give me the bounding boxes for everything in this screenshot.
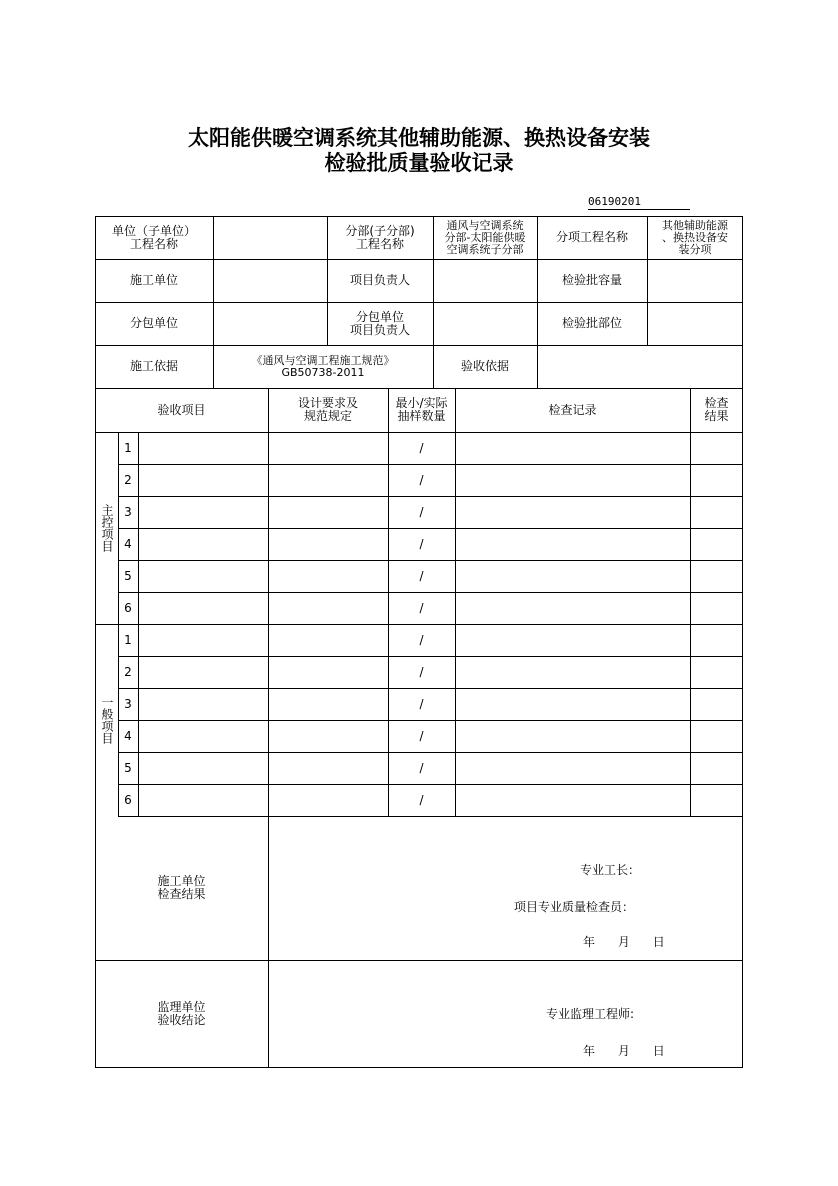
grid-line: [433, 345, 434, 389]
subdivision-name-label: 分部(子分部) 工程名称: [345, 223, 415, 251]
item-description-cell[interactable]: [138, 688, 268, 720]
sub-item-name-label: 分项工程名称: [555, 230, 628, 244]
grid-line: [95, 624, 743, 625]
item-description-cell[interactable]: [138, 784, 268, 816]
inspection-result-cell[interactable]: [690, 624, 743, 656]
grid-line: [118, 432, 119, 817]
col-design-requirement: 设计要求及 规范规定: [297, 396, 358, 423]
grid-line: [95, 388, 743, 389]
sample-quantity-cell: /: [419, 536, 424, 551]
form-title-line1: 太阳能供暖空调系统其他辅助能源、换热设备安装: [188, 126, 650, 150]
subcontractor-label: 分包单位: [129, 316, 178, 330]
sample-quantity-cell: /: [419, 600, 424, 615]
inspection-result-cell[interactable]: [690, 496, 743, 528]
contractor-value[interactable]: [213, 259, 327, 302]
grid-line: [95, 302, 743, 303]
row-number: 3: [124, 696, 132, 711]
grid-line: [118, 784, 743, 785]
design-requirement-cell[interactable]: [268, 528, 388, 560]
inspection-result-cell[interactable]: [690, 688, 743, 720]
general-items-label: 一般项目: [100, 696, 114, 744]
design-requirement-cell[interactable]: [268, 656, 388, 688]
item-description-cell[interactable]: [138, 592, 268, 624]
grid-line: [213, 216, 214, 346]
foreman-signature-label: 专业工长：: [580, 863, 641, 877]
sub-project-manager-value[interactable]: [433, 302, 537, 345]
batch-capacity-value[interactable]: [647, 259, 743, 302]
grid-line: [118, 688, 743, 689]
subdivision-name-value: 通风与空调系统 分部-太阳能供暖 空调系统子分部: [444, 218, 526, 256]
inspection-result-cell[interactable]: [690, 720, 743, 752]
batch-location-label: 检验批部位: [561, 316, 622, 330]
supervising-engineer-signature-label: 专业监理工程师:: [546, 1007, 635, 1021]
row-number: 6: [124, 600, 132, 615]
item-description-cell[interactable]: [138, 752, 268, 784]
inspection-record-cell[interactable]: [455, 784, 690, 816]
grid-line: [118, 592, 743, 593]
inspection-record-cell[interactable]: [455, 752, 690, 784]
contractor-check-date: 年 月 日: [583, 935, 665, 949]
inspection-record-cell[interactable]: [455, 720, 690, 752]
row-number: 2: [124, 472, 132, 487]
grid-line: [537, 216, 538, 346]
inspection-result-cell[interactable]: [690, 432, 743, 464]
sample-quantity-cell: /: [419, 568, 424, 583]
design-requirement-cell[interactable]: [268, 688, 388, 720]
form-title-line2: 检验批质量验收记录: [324, 151, 514, 175]
sample-quantity-cell: /: [419, 728, 424, 743]
grid-line: [118, 720, 743, 721]
grid-line: [118, 656, 743, 657]
inspection-record-cell[interactable]: [455, 432, 690, 464]
item-description-cell[interactable]: [138, 656, 268, 688]
supervisor-check-date: 年 月 日: [583, 1044, 665, 1058]
item-description-cell[interactable]: [138, 528, 268, 560]
row-number: 1: [124, 440, 132, 455]
grid-line: [268, 816, 269, 1068]
row-number: 6: [124, 792, 132, 807]
inspection-record-cell[interactable]: [455, 592, 690, 624]
row-number: 5: [124, 760, 132, 775]
inspection-result-cell[interactable]: [690, 560, 743, 592]
inspection-record-table: [95, 216, 743, 1068]
project-manager-label: 项目负责人: [349, 273, 410, 287]
design-requirement-cell[interactable]: [268, 752, 388, 784]
grid-line: [95, 960, 743, 961]
sub-project-manager-label: 分包单位 项目负责人: [349, 309, 410, 337]
grid-line: [742, 216, 743, 1068]
col-sample-quantity: 最小/实际 抽样数量: [395, 396, 448, 423]
construction-basis-value: 《通风与空调工程施工规范》 GB50738-2011: [251, 353, 395, 379]
inspection-record-cell[interactable]: [455, 496, 690, 528]
inspection-record-cell[interactable]: [455, 656, 690, 688]
batch-location-value[interactable]: [647, 302, 743, 345]
design-requirement-cell[interactable]: [268, 560, 388, 592]
grid-line: [118, 496, 743, 497]
grid-line: [213, 345, 214, 389]
sample-quantity-cell: /: [419, 472, 424, 487]
grid-line: [118, 560, 743, 561]
design-requirement-cell[interactable]: [268, 720, 388, 752]
grid-line: [95, 432, 743, 433]
grid-line: [95, 216, 96, 1068]
contractor-check-label: 施工单位 检查结果: [157, 874, 206, 901]
sample-quantity-cell: /: [419, 664, 424, 679]
inspection-result-cell[interactable]: [690, 656, 743, 688]
inspection-record-cell[interactable]: [455, 624, 690, 656]
row-number: 4: [124, 728, 132, 743]
item-description-cell[interactable]: [138, 720, 268, 752]
grid-line: [537, 345, 538, 389]
inspection-record-cell[interactable]: [455, 464, 690, 496]
inspection-result-cell[interactable]: [690, 592, 743, 624]
sample-quantity-cell: /: [419, 696, 424, 711]
row-number: 2: [124, 664, 132, 679]
grid-line: [118, 464, 743, 465]
grid-line: [95, 216, 743, 217]
item-description-cell[interactable]: [138, 496, 268, 528]
quality-inspector-signature-label: 项目专业质量检查员：: [514, 900, 635, 914]
inspection-result-cell[interactable]: [690, 528, 743, 560]
row-number: 1: [124, 632, 132, 647]
design-requirement-cell[interactable]: [268, 592, 388, 624]
grid-line: [433, 216, 434, 346]
acceptance-basis-label: 验收依据: [460, 359, 509, 373]
grid-line: [647, 216, 648, 346]
sample-quantity-cell: /: [419, 760, 424, 775]
inspection-result-cell[interactable]: [690, 464, 743, 496]
inspection-result-cell[interactable]: [690, 784, 743, 816]
sample-quantity-cell: /: [419, 440, 424, 455]
form-code: 06190201: [588, 195, 690, 210]
project-manager-value[interactable]: [433, 259, 537, 302]
sub-item-name-value: 其他辅助能源 、换热设备安 装分项: [662, 218, 728, 256]
grid-line: [118, 752, 743, 753]
design-requirement-cell[interactable]: [268, 464, 388, 496]
acceptance-basis-value[interactable]: [537, 345, 743, 388]
design-requirement-cell[interactable]: [268, 432, 388, 464]
unit-project-name-value[interactable]: [213, 216, 327, 259]
grid-line: [118, 816, 743, 817]
item-description-cell[interactable]: [138, 464, 268, 496]
main-control-items-label: 主控项目: [100, 504, 114, 552]
inspection-record-cell[interactable]: [455, 688, 690, 720]
design-requirement-cell[interactable]: [268, 784, 388, 816]
construction-basis-label: 施工依据: [129, 359, 178, 373]
row-number: 3: [124, 504, 132, 519]
subcontractor-value[interactable]: [213, 302, 327, 345]
sample-quantity-cell: /: [419, 632, 424, 647]
row-number: 4: [124, 536, 132, 551]
batch-capacity-label: 检验批容量: [561, 273, 622, 287]
item-description-cell[interactable]: [138, 560, 268, 592]
grid-line: [95, 259, 743, 260]
inspection-record-cell[interactable]: [455, 560, 690, 592]
col-inspection-result: 检查 结果: [704, 396, 729, 423]
unit-project-name-label: 单位（子单位） 工程名称: [111, 223, 196, 251]
sample-quantity-cell: /: [419, 504, 424, 519]
inspection-record-cell[interactable]: [455, 528, 690, 560]
grid-line: [95, 1067, 743, 1068]
row-number: 5: [124, 568, 132, 583]
grid-line: [138, 432, 139, 817]
sample-quantity-cell: /: [419, 792, 424, 807]
contractor-label: 施工单位: [129, 273, 178, 287]
item-description-cell[interactable]: [138, 432, 268, 464]
design-requirement-cell[interactable]: [268, 496, 388, 528]
grid-line: [95, 345, 743, 346]
supervisor-conclusion-label: 监理单位 验收结论: [157, 1000, 206, 1027]
inspection-result-cell[interactable]: [690, 752, 743, 784]
col-acceptance-item: 验收项目: [157, 402, 206, 417]
design-requirement-cell[interactable]: [268, 624, 388, 656]
col-inspection-record: 检查记录: [548, 402, 597, 417]
grid-line: [118, 528, 743, 529]
grid-line: [327, 216, 328, 346]
item-description-cell[interactable]: [138, 624, 268, 656]
